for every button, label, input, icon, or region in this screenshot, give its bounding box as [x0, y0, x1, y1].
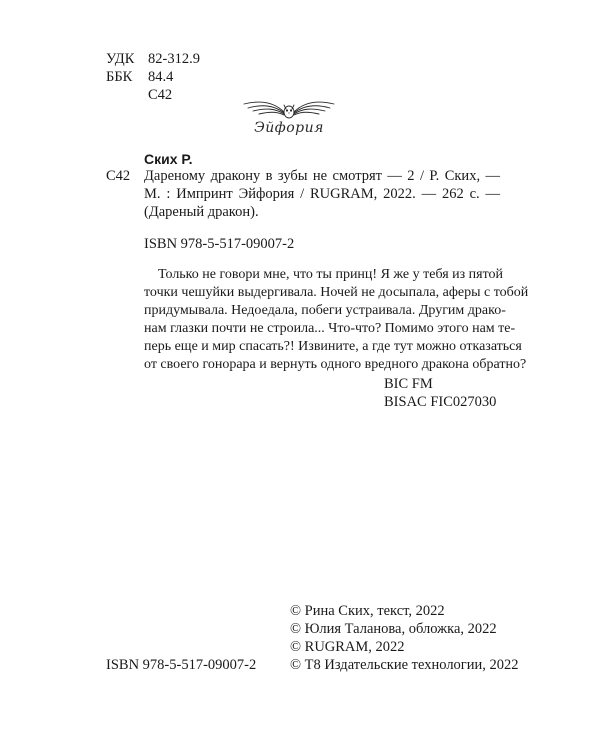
- copyright-line: © RUGRAM, 2022: [290, 639, 405, 655]
- annotation-line: перь еще и мир спасать?! Извините, а где тут можно отказаться: [144, 339, 522, 354]
- record-line-2: М. : Импринт Эйфория / RUGRAM, 2022. — 262 с. —: [144, 186, 500, 202]
- annotation-line: придумывала. Недоедала, побеги устраивала. Другим драко-: [144, 303, 506, 318]
- copyright-line: © Т8 Издательские технологии, 2022: [290, 657, 519, 673]
- record-line-3: (Дареный дракон).: [144, 204, 259, 220]
- author-code: С42: [148, 87, 173, 103]
- record-line-1: Дареному дракону в зубы не смотрят — 2 / Р. Ских, —: [144, 168, 500, 184]
- annotation-line: точки чешуйки выдергивала. Ночей не досыпала, аферы с тобой: [144, 285, 529, 300]
- bic-code: BIC FM: [384, 376, 433, 392]
- bbk-value: 84.4: [148, 69, 174, 85]
- annotation-line: Только не говори мне, что ты принц! Я же у тебя из пятой: [158, 267, 504, 282]
- isbn-main: ISBN 978-5-517-09007-2: [144, 236, 295, 252]
- bisac-code: BISAC FIC027030: [384, 394, 497, 410]
- copyright-line: © Рина Ских, текст, 2022: [290, 603, 445, 619]
- record-mark: С42: [106, 168, 131, 184]
- udk-value: 82-312.9: [148, 51, 200, 67]
- publisher-logo: [238, 96, 340, 148]
- udk-label: УДК: [106, 51, 135, 67]
- bbk-label: ББК: [106, 69, 133, 85]
- isbn-bottom: ISBN 978-5-517-09007-2: [106, 657, 257, 673]
- annotation-line: нам глазки почти не строила... Что-что? Помимо этого нам те-: [144, 321, 516, 336]
- owl-wings-icon: [238, 96, 340, 122]
- copyright-line: © Юлия Таланова, обложка, 2022: [290, 621, 497, 637]
- annotation-line: от своего гонорара и вернуть одного вредного дракона обратно?: [144, 357, 527, 372]
- author-name: Ских Р.: [144, 151, 193, 167]
- logo-text: Эйфория: [254, 120, 324, 136]
